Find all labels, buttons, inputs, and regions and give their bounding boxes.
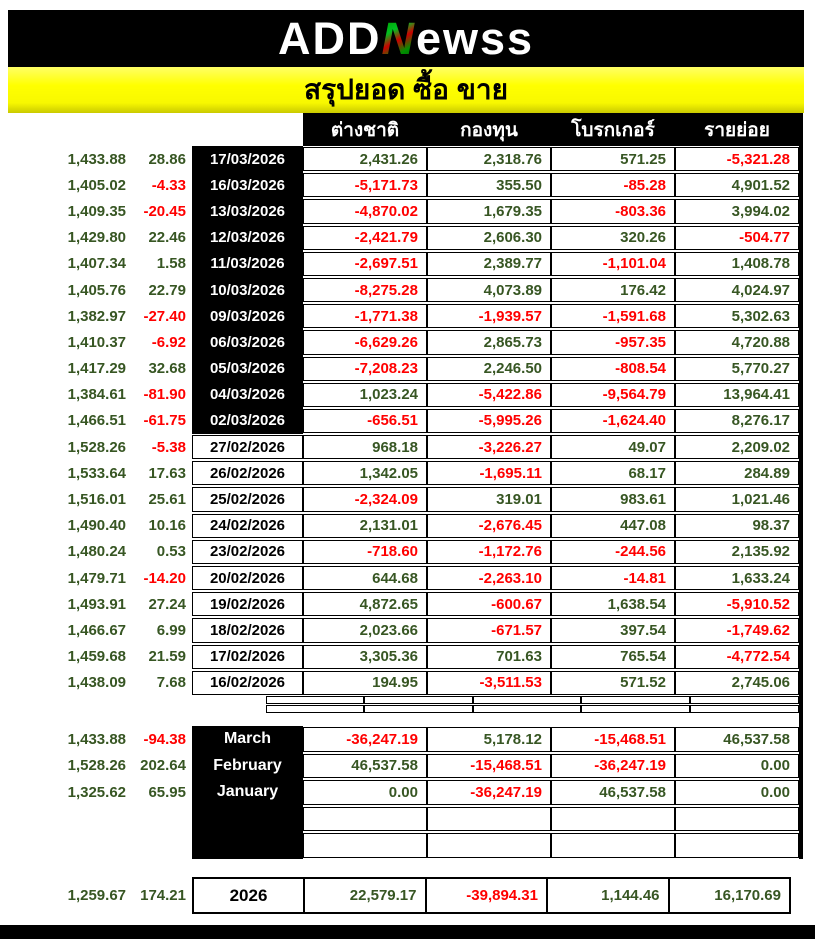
index-value: 1,466.67 xyxy=(67,621,126,639)
foreign-value: 2,431.26 xyxy=(303,147,427,171)
retail-value: -1,749.62 xyxy=(675,618,799,642)
index-change: 25.61 xyxy=(148,491,186,509)
month-fund-value xyxy=(427,807,551,832)
date-cell: 25/02/2026 xyxy=(192,487,303,511)
yearly-broker-value: 1,144.46 xyxy=(546,879,668,912)
index-change: -81.90 xyxy=(143,386,186,404)
fund-value: -1,172.76 xyxy=(427,540,551,564)
retail-value: -4,772.54 xyxy=(675,645,799,669)
monthly-row xyxy=(8,726,799,753)
broker-value: -808.54 xyxy=(551,357,675,381)
month-foreign-value xyxy=(303,833,427,858)
header-spacer xyxy=(8,113,303,146)
logo-bar xyxy=(8,10,804,67)
retail-value: -5,910.52 xyxy=(675,592,799,616)
fund-value: -5,422.86 xyxy=(427,383,551,407)
foreign-value: 194.95 xyxy=(303,671,427,695)
yearly-index-change: 174.21 xyxy=(140,887,186,904)
month-fund-value: -15,468.51 xyxy=(427,754,551,779)
broker-value: 571.52 xyxy=(551,671,675,695)
broker-value: -1,101.04 xyxy=(551,252,675,276)
yearly-fund-value: -39,894.31 xyxy=(425,879,547,912)
foreign-value: 644.68 xyxy=(303,566,427,590)
month-fund-value: 5,178.12 xyxy=(427,727,551,752)
date-cell: 20/02/2026 xyxy=(192,566,303,590)
monthly-empty-row xyxy=(8,832,799,859)
date-cell: 13/03/2026 xyxy=(192,198,303,224)
empty-cell xyxy=(473,705,582,713)
logo-letter-n-icon: N xyxy=(381,13,416,64)
date-cell: 04/03/2026 xyxy=(192,382,303,408)
index-change: 6.99 xyxy=(156,621,186,639)
index-change: -6.92 xyxy=(151,333,186,351)
daily-row xyxy=(8,408,799,434)
broker-value: 320.26 xyxy=(551,226,675,250)
retail-value: 1,633.24 xyxy=(675,566,799,590)
yearly-index-value: 1,259.67 xyxy=(67,887,126,904)
empty-cell xyxy=(364,705,473,713)
column-header-retail: รายย่อย xyxy=(675,113,799,146)
retail-value: 3,994.02 xyxy=(675,199,799,223)
daily-row xyxy=(8,617,799,643)
broker-value: 176.42 xyxy=(551,278,675,302)
foreign-value: 3,305.36 xyxy=(303,645,427,669)
month-label: January xyxy=(192,779,303,806)
fund-value: -600.67 xyxy=(427,592,551,616)
index-value: 1,438.09 xyxy=(67,674,126,692)
retail-value: 1,408.78 xyxy=(675,252,799,276)
daily-row xyxy=(8,513,799,539)
index-value: 1,405.02 xyxy=(67,176,126,194)
fund-value: 319.01 xyxy=(427,487,551,511)
date-cell: 11/03/2026 xyxy=(192,251,303,277)
date-cell: 27/02/2026 xyxy=(192,435,303,459)
empty-cell xyxy=(581,705,690,713)
foreign-value: 4,872.65 xyxy=(303,592,427,616)
retail-value: 5,302.63 xyxy=(675,304,799,328)
index-value: 1,493.91 xyxy=(67,595,126,613)
date-cell: 05/03/2026 xyxy=(192,356,303,382)
index-change: 0.53 xyxy=(156,543,186,561)
monthly-summary-table xyxy=(8,726,799,859)
broker-value: 571.25 xyxy=(551,147,675,171)
index-value: 1,466.51 xyxy=(67,412,126,430)
index-change: 7.68 xyxy=(156,674,186,692)
table-right-border xyxy=(799,113,803,859)
fund-value: 2,318.76 xyxy=(427,147,551,171)
foreign-value: -4,870.02 xyxy=(303,199,427,223)
date-cell: 06/03/2026 xyxy=(192,329,303,355)
yearly-label: 2026 xyxy=(229,885,268,905)
fund-value: -5,995.26 xyxy=(427,409,551,433)
month-index-change: -94.38 xyxy=(143,730,186,748)
broker-value: -9,564.79 xyxy=(551,383,675,407)
retail-value: -504.77 xyxy=(675,226,799,250)
empty-cell xyxy=(690,705,799,713)
index-value: 1,409.35 xyxy=(67,202,126,220)
retail-value: 4,720.88 xyxy=(675,330,799,354)
daily-row xyxy=(8,146,799,172)
month-broker-value xyxy=(551,807,675,832)
retail-value: 98.37 xyxy=(675,514,799,538)
index-change: -61.75 xyxy=(143,412,186,430)
retail-value: 2,745.06 xyxy=(675,671,799,695)
broker-value: -1,591.68 xyxy=(551,304,675,328)
daily-row xyxy=(8,591,799,617)
broker-value: -957.35 xyxy=(551,330,675,354)
fund-value: -3,226.27 xyxy=(427,435,551,459)
broker-value: -244.56 xyxy=(551,540,675,564)
yearly-retail-value: 16,170.69 xyxy=(668,879,790,912)
fund-value: -671.57 xyxy=(427,618,551,642)
index-value: 1,480.24 xyxy=(67,543,126,561)
yearly-foreign-value: 22,579.17 xyxy=(303,879,425,912)
foreign-value: 968.18 xyxy=(303,435,427,459)
column-header-foreign: ต่างชาติ xyxy=(303,113,427,146)
month-label xyxy=(192,832,303,859)
index-value: 1,417.29 xyxy=(67,360,126,378)
month-label xyxy=(192,806,303,833)
index-change: -5.38 xyxy=(151,438,186,456)
retail-value: 8,276.17 xyxy=(675,409,799,433)
index-change: -27.40 xyxy=(143,307,186,325)
index-value: 1,459.68 xyxy=(67,648,126,666)
month-retail-value xyxy=(675,807,799,832)
index-change: 1.58 xyxy=(156,255,186,273)
empty-cell xyxy=(581,696,690,704)
spacer-row xyxy=(8,696,799,705)
foreign-value: 2,131.01 xyxy=(303,514,427,538)
broker-value: 397.54 xyxy=(551,618,675,642)
logo-text-ewss: ewss xyxy=(415,13,535,64)
index-value: 1,407.34 xyxy=(67,255,126,273)
index-change: -4.33 xyxy=(151,176,186,194)
date-cell: 17/02/2026 xyxy=(192,645,303,669)
month-retail-value: 46,537.58 xyxy=(675,727,799,752)
yearly-data-group xyxy=(192,877,791,914)
fund-value: 2,246.50 xyxy=(427,357,551,381)
fund-value: -2,676.45 xyxy=(427,514,551,538)
index-value: 1,528.26 xyxy=(67,438,126,456)
daily-row xyxy=(8,434,799,460)
broker-value: -1,624.40 xyxy=(551,409,675,433)
date-cell: 24/02/2026 xyxy=(192,514,303,538)
broker-value: 1,638.54 xyxy=(551,592,675,616)
daily-row xyxy=(8,225,799,251)
month-foreign-value: -36,247.19 xyxy=(303,727,427,752)
fund-value: 2,865.73 xyxy=(427,330,551,354)
broker-value: -14.81 xyxy=(551,566,675,590)
index-change: 10.16 xyxy=(148,517,186,535)
index-value: 1,410.37 xyxy=(67,333,126,351)
daily-row xyxy=(8,277,799,303)
index-value: 1,533.64 xyxy=(67,464,126,482)
foreign-value: -2,421.79 xyxy=(303,226,427,250)
daily-row xyxy=(8,644,799,670)
index-change: -14.20 xyxy=(143,569,186,587)
index-value: 1,405.76 xyxy=(67,281,126,299)
monthly-row xyxy=(8,779,799,806)
addnewss-logo xyxy=(277,13,535,64)
daily-row xyxy=(8,460,799,486)
month-index-change: 65.95 xyxy=(148,783,186,801)
month-index-value: 1,325.62 xyxy=(67,783,126,801)
date-cell: 23/02/2026 xyxy=(192,540,303,564)
spacer-cell xyxy=(8,705,266,714)
index-change: 32.68 xyxy=(148,360,186,378)
column-header-broker: โบรกเกอร์ xyxy=(551,113,675,146)
footer-bar xyxy=(0,925,815,939)
fund-value: 4,073.89 xyxy=(427,278,551,302)
month-index-change xyxy=(130,806,192,833)
index-value: 1,490.40 xyxy=(67,517,126,535)
fund-value: 2,606.30 xyxy=(427,226,551,250)
month-label: March xyxy=(192,726,303,753)
index-change: 27.24 xyxy=(148,595,186,613)
daily-row xyxy=(8,565,799,591)
empty-cell xyxy=(690,696,799,704)
foreign-value: -5,171.73 xyxy=(303,173,427,197)
retail-value: 4,024.97 xyxy=(675,278,799,302)
month-fund-value: -36,247.19 xyxy=(427,780,551,805)
month-foreign-value: 46,537.58 xyxy=(303,754,427,779)
month-index-value xyxy=(8,806,130,833)
fund-value: -2,263.10 xyxy=(427,566,551,590)
month-index-change: 202.64 xyxy=(140,757,186,775)
empty-date-cell xyxy=(266,705,363,713)
broker-value: 983.61 xyxy=(551,487,675,511)
broker-value: 765.54 xyxy=(551,645,675,669)
broker-value: 49.07 xyxy=(551,435,675,459)
monthly-empty-row xyxy=(8,806,799,833)
date-cell: 19/02/2026 xyxy=(192,592,303,616)
retail-value: 1,021.46 xyxy=(675,487,799,511)
fund-value: -1,695.11 xyxy=(427,461,551,485)
foreign-value: 1,342.05 xyxy=(303,461,427,485)
month-index-change xyxy=(130,832,192,859)
retail-value: -5,321.28 xyxy=(675,147,799,171)
retail-value: 4,901.52 xyxy=(675,173,799,197)
month-index-value: 1,433.88 xyxy=(67,730,126,748)
column-header-fund: กองทุน xyxy=(427,113,551,146)
foreign-value: -6,629.26 xyxy=(303,330,427,354)
foreign-value: -7,208.23 xyxy=(303,357,427,381)
date-cell: 16/02/2026 xyxy=(192,671,303,695)
daily-row xyxy=(8,329,799,355)
month-fund-value xyxy=(427,833,551,858)
month-index-value: 1,528.26 xyxy=(67,757,126,775)
index-value: 1,429.80 xyxy=(67,229,126,247)
daily-row xyxy=(8,486,799,512)
spacer-cell xyxy=(8,696,266,705)
month-broker-value: -15,468.51 xyxy=(551,727,675,752)
index-value: 1,479.71 xyxy=(67,569,126,587)
daily-row xyxy=(8,382,799,408)
yearly-summary-row xyxy=(8,877,799,914)
foreign-value: 1,023.24 xyxy=(303,383,427,407)
date-cell: 12/03/2026 xyxy=(192,225,303,251)
index-change: 22.46 xyxy=(148,229,186,247)
index-value: 1,384.61 xyxy=(67,386,126,404)
date-cell: 10/03/2026 xyxy=(192,277,303,303)
broker-value: -85.28 xyxy=(551,173,675,197)
month-foreign-value: 0.00 xyxy=(303,780,427,805)
index-value: 1,382.97 xyxy=(67,307,126,325)
retail-value: 284.89 xyxy=(675,461,799,485)
date-cell: 09/03/2026 xyxy=(192,303,303,329)
spacer-row xyxy=(8,705,799,714)
month-label: February xyxy=(192,753,303,780)
index-change: 21.59 xyxy=(148,648,186,666)
retail-value: 2,135.92 xyxy=(675,540,799,564)
date-cell: 17/03/2026 xyxy=(192,146,303,172)
broker-value: 68.17 xyxy=(551,461,675,485)
empty-date-cell xyxy=(266,696,363,704)
index-change: 17.63 xyxy=(148,464,186,482)
daily-table xyxy=(8,146,799,714)
title-banner xyxy=(8,67,804,113)
month-broker-value: -36,247.19 xyxy=(551,754,675,779)
column-header-row xyxy=(8,113,799,146)
date-cell: 26/02/2026 xyxy=(192,461,303,485)
date-cell: 18/02/2026 xyxy=(192,618,303,642)
broker-value: -803.36 xyxy=(551,199,675,223)
daily-row xyxy=(8,198,799,224)
foreign-value: 2,023.66 xyxy=(303,618,427,642)
daily-row xyxy=(8,356,799,382)
daily-row xyxy=(8,172,799,198)
index-value: 1,516.01 xyxy=(67,491,126,509)
month-retail-value: 0.00 xyxy=(675,754,799,779)
daily-row xyxy=(8,303,799,329)
date-cell: 02/03/2026 xyxy=(192,408,303,434)
month-index-value xyxy=(8,832,130,859)
fund-value: -3,511.53 xyxy=(427,671,551,695)
index-change: -20.45 xyxy=(143,202,186,220)
month-foreign-value xyxy=(303,807,427,832)
foreign-value: -2,697.51 xyxy=(303,252,427,276)
fund-value: 1,679.35 xyxy=(427,199,551,223)
broker-value: 447.08 xyxy=(551,514,675,538)
fund-value: 2,389.77 xyxy=(427,252,551,276)
foreign-value: -656.51 xyxy=(303,409,427,433)
month-retail-value xyxy=(675,833,799,858)
month-broker-value xyxy=(551,833,675,858)
page-title: สรุปยอด ซื้อ ขาย xyxy=(304,74,508,105)
fund-value: -1,939.57 xyxy=(427,304,551,328)
logo-text-add: ADD xyxy=(277,13,382,64)
foreign-value: -2,324.09 xyxy=(303,487,427,511)
fund-value: 355.50 xyxy=(427,173,551,197)
index-value: 1,433.88 xyxy=(67,150,126,168)
retail-value: 13,964.41 xyxy=(675,383,799,407)
monthly-row xyxy=(8,753,799,780)
daily-row xyxy=(8,251,799,277)
foreign-value: -1,771.38 xyxy=(303,304,427,328)
month-broker-value: 46,537.58 xyxy=(551,780,675,805)
index-change: 22.79 xyxy=(148,281,186,299)
retail-value: 2,209.02 xyxy=(675,435,799,459)
foreign-value: -718.60 xyxy=(303,540,427,564)
daily-row xyxy=(8,539,799,565)
fund-value: 701.63 xyxy=(427,645,551,669)
retail-value: 5,770.27 xyxy=(675,357,799,381)
daily-row xyxy=(8,670,799,696)
empty-cell xyxy=(473,696,582,704)
index-change: 28.86 xyxy=(148,150,186,168)
foreign-value: -8,275.28 xyxy=(303,278,427,302)
empty-cell xyxy=(364,696,473,704)
date-cell: 16/03/2026 xyxy=(192,172,303,198)
month-retail-value: 0.00 xyxy=(675,780,799,805)
